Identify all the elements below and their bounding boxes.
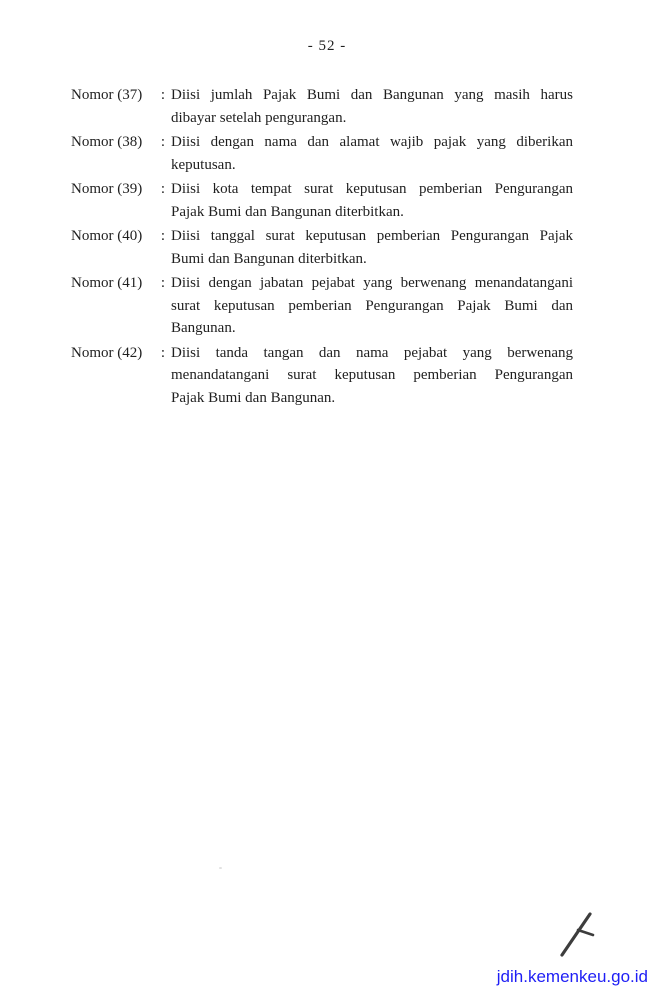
entry-text-line: Diisi dengan nama dan alamat wajib pajak yang diberikan: [171, 134, 573, 150]
entry-row-42: [71, 342, 573, 410]
entry-text-line: Diisi kota tempat surat keputusan pemberian Pengurangan: [171, 181, 573, 197]
entry-row-39: [71, 178, 573, 223]
entry-text: [171, 131, 573, 176]
entry-label: Nomor (40): [71, 228, 143, 244]
entry-text: [171, 272, 573, 340]
entry-text-line: Diisi dengan jabatan pejabat yang berwenang menandatangani: [171, 275, 573, 291]
entry-text-line: menandatangani surat keputusan pemberian Pengurangan: [171, 367, 573, 383]
entry-separator: :: [160, 228, 166, 244]
entry-text-line: Diisi jumlah Pajak Bumi dan Bangunan yang masih harus: [171, 87, 573, 103]
entry-separator: :: [160, 181, 166, 197]
scan-artifact-dot: [219, 867, 222, 869]
entry-separator: :: [160, 134, 166, 150]
entry-text: [171, 225, 573, 270]
entries-list: [71, 84, 573, 411]
entry-row-38: [71, 131, 573, 176]
pen-stroke-icon: [552, 906, 598, 962]
entry-text-line: Diisi tanggal surat keputusan pemberian Pengurangan Pajak: [171, 228, 573, 244]
entry-label: Nomor (38): [71, 134, 143, 150]
entry-separator: :: [160, 344, 166, 361]
entry-label: Nomor (37): [71, 87, 143, 103]
entry-text: [171, 342, 573, 410]
entry-label: Nomor (42): [71, 344, 143, 361]
entry-text: [171, 178, 573, 223]
entry-separator: :: [160, 87, 166, 103]
entry-row-41: [71, 272, 573, 340]
entry-text-line: Bangunan.: [171, 320, 236, 336]
entry-text-line: Bumi dan Bangunan diterbitkan.: [171, 250, 367, 267]
entry-row-37: [71, 84, 573, 129]
entry-label: Nomor (41): [71, 275, 143, 291]
entry-text-line: keputusan.: [171, 156, 236, 173]
entry-label: Nomor (39): [71, 181, 143, 197]
page-number: - 52 -: [307, 38, 347, 54]
entry-separator: :: [160, 275, 166, 291]
entry-text-line: Pajak Bumi dan Bangunan diterbitkan.: [171, 203, 404, 220]
entry-text: [171, 84, 573, 129]
entry-text-line: Diisi tanda tangan dan nama pejabat yang berwenang: [171, 344, 573, 361]
entry-text-line: surat keputusan pemberian Pengurangan Pajak Bumi dan: [171, 297, 573, 314]
entry-text-line: dibayar setelah pengurangan.: [171, 109, 347, 126]
entry-row-40: [71, 225, 573, 270]
jdih-link[interactable]: jdih.kemenkeu.go.id: [496, 967, 648, 986]
entry-text-line: Pajak Bumi dan Bangunan.: [171, 389, 336, 406]
